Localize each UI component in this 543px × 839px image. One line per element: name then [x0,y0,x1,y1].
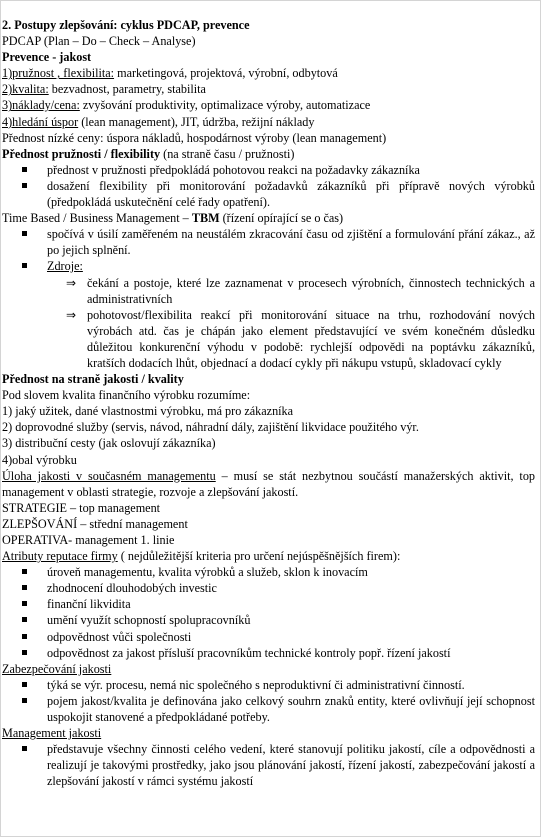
prevence-item [2,65,539,81]
square-bullet-icon [22,569,27,574]
tbm-line [2,210,539,226]
bullet-text: úroveň managementu, kvalita výrobků a služeb, sklon k inovacím [47,565,368,580]
management-level: ZLEPŠOVÁNÍ – střední management [2,516,188,531]
square-bullet-icon [22,617,27,622]
bullet-item [2,258,539,274]
bullet-item [2,629,539,645]
bullet-item [2,226,539,258]
zdroje-label: Zdroje: [47,259,83,274]
bullet-text: pojem jakost/kvalita je definována jako celkový souhrn znaků entity, které ovlivňují její schopnost uspokojit stanovené a předpokládané potřeby. [47,693,535,725]
prevence-item-label: 4)hledání úspor [2,114,79,129]
jakost-item: 3) distribuční cesty (jak oslovují zákazníka) [2,436,216,451]
square-bullet-icon [22,585,27,590]
bullet-item [2,596,539,612]
square-bullet-icon [22,183,27,188]
bullet-text: spočívá v úsilí zaměřeném na neustálém zkracování času od zjištění a formulování přání zákaz., až po jejich splnění. [47,227,535,258]
bullet-text: odpovědnost vůči společnosti [47,629,192,644]
uloha-text: – musí se stát nezbytnou součástí manažerských aktivit, top management v oblasti strategie, rozvoje a zlepšování jakostí. [2,468,536,499]
jakost-item: 4)obal výrobku [2,452,77,467]
square-bullet-icon [22,601,27,606]
heading: 2. Postupy zlepšování: cyklus PDCAP, prevence [2,18,250,32]
pruznost-title-line [2,146,539,162]
atributy-label: Atributy reputace firmy [2,549,118,564]
square-bullet-icon [22,263,27,268]
square-bullet-icon [22,167,27,172]
prevence-item [2,114,539,130]
bullet-text: představuje všechny činnosti celého vedení, které stanovují politiku jakostí, cíle a odpovědnosti a realizují je takovými prostředky, jako jsou plánování jakostí, řízení jakostí, zabezpečování jakostí a zlepšování jakostí v rámci systému jakostí [47,742,535,789]
square-bullet-icon [22,746,27,751]
bullet-text: umění využít schopností spolupracovníků [47,613,251,628]
bullet-item [2,693,539,725]
pruznost-title: Přednost pružnosti / flexibility [2,146,161,161]
bullet-item [2,178,539,210]
uloha-paragraph [2,468,539,500]
prevence-item-text: bezvadnost, parametry, stabilita [48,82,206,97]
prevence-title: Prevence - jakost [2,50,92,65]
prevence-item-label: 1)pružnost , flexibilita: [2,66,115,81]
bullet-item [2,580,539,596]
arrow-text: pohotovost/flexibilita reakcí při monitorování situace na trhu, rozhodování nových výrobách atd. čas je chápán jako element představující ve svém konečném důsledku důležitou konkurenční výhodu v podobě: rychlejší odpovědi na poptávku zákazníků, kratších dodacích lhůt, objednací a dodací cykly při nákupu vstupů, skladovací cykly [87,307,535,370]
pruznost-note: (na straně času / pružnosti) [160,146,295,161]
bullet-item [2,612,539,628]
bullet-item [2,741,539,789]
prevence-item-text: marketingová, projektová, výrobní, odbytová [114,66,338,81]
arrow-item [2,307,539,371]
atributy-line [2,548,539,564]
zabezpeceni-label: Zabezpečování jakosti [2,661,112,676]
arrow-text: čekání a postoje, které lze zaznamenat v procesech výrobních, činnostech technických a administrativních [87,275,535,306]
arrow-item [2,275,539,307]
prevence-item-label: 2)kvalita: [2,82,49,97]
atributy-text: ( nejdůležitější kriteria pro určení nejúspěšnějších firem): [117,549,401,564]
tbm-abbr: TBM [191,211,220,226]
bullet-text: dosažení flexibility při monitorování požadavků zákazníků při přípravě nových výrobků (předpokládá uskutečnění celé řady opatření). [47,178,535,210]
bullet-text: odpovědnost za jakost přísluší pracovníkům technické kontroly popř. řízení jakostí [47,645,451,660]
prednost-nizke-ceny: Přednost nízké ceny: úspora nákladů, hospodárnost výroby (lean management) [2,130,387,145]
square-bullet-icon [22,231,27,236]
prevence-item [2,97,539,113]
bullet-item [2,564,539,580]
management-jakosti-label: Management jakosti [2,726,102,741]
bullet-item [2,677,539,693]
square-bullet-icon [22,698,27,703]
prevence-item-label: 3)náklady/cena: [2,98,80,113]
management-level: OPERATIVA- management 1. linie [2,533,175,547]
square-bullet-icon [22,682,27,687]
jakost-title: Přednost na straně jakosti / kvality [2,372,184,387]
tbm-prefix: Time Based / Business Management – [2,211,192,226]
double-arrow-right-icon: ⇒ [66,307,77,322]
bullet-text: finanční likvidita [47,597,131,612]
jakost-item: 1) jaký užitek, dané vlastnostmi výrobku, má pro zákazníka [2,404,294,419]
management-level: STRATEGIE – top management [2,500,161,515]
jakost-intro: Pod slovem kvalita finančního výrobku rozumíme: [2,388,251,403]
tbm-suffix: (řízení opírající se o čas) [219,211,344,226]
prevence-item-text: zvyšování produktivity, optimalizace výroby, automatizace [79,98,371,113]
jakost-item: 2) doprovodné služby (servis, návod, náhradní dály, zajištění likvidace použitého výr. [2,420,419,435]
square-bullet-icon [22,634,27,639]
double-arrow-right-icon: ⇒ [66,275,77,290]
prevence-item [2,81,539,97]
document-body [2,17,539,790]
pdcap-line: PDCAP (Plan – Do – Check – Analyse) [2,34,196,49]
prevence-item-text: (lean management), JIT, údržba, režijní náklady [78,114,315,129]
bullet-text: zhodnocení dlouhodobých investic [47,581,217,596]
bullet-item [2,645,539,661]
square-bullet-icon [22,650,27,655]
bullet-item [2,162,539,178]
bullet-text: přednost v pružnosti předpokládá pohotovou reakci na požadavky zákazníka [47,162,420,177]
bullet-text: týká se výr. procesu, nemá nic společného s neproduktivní či administrativní činností. [47,677,465,692]
uloha-label: Úloha jakosti v současném managementu [2,468,216,483]
